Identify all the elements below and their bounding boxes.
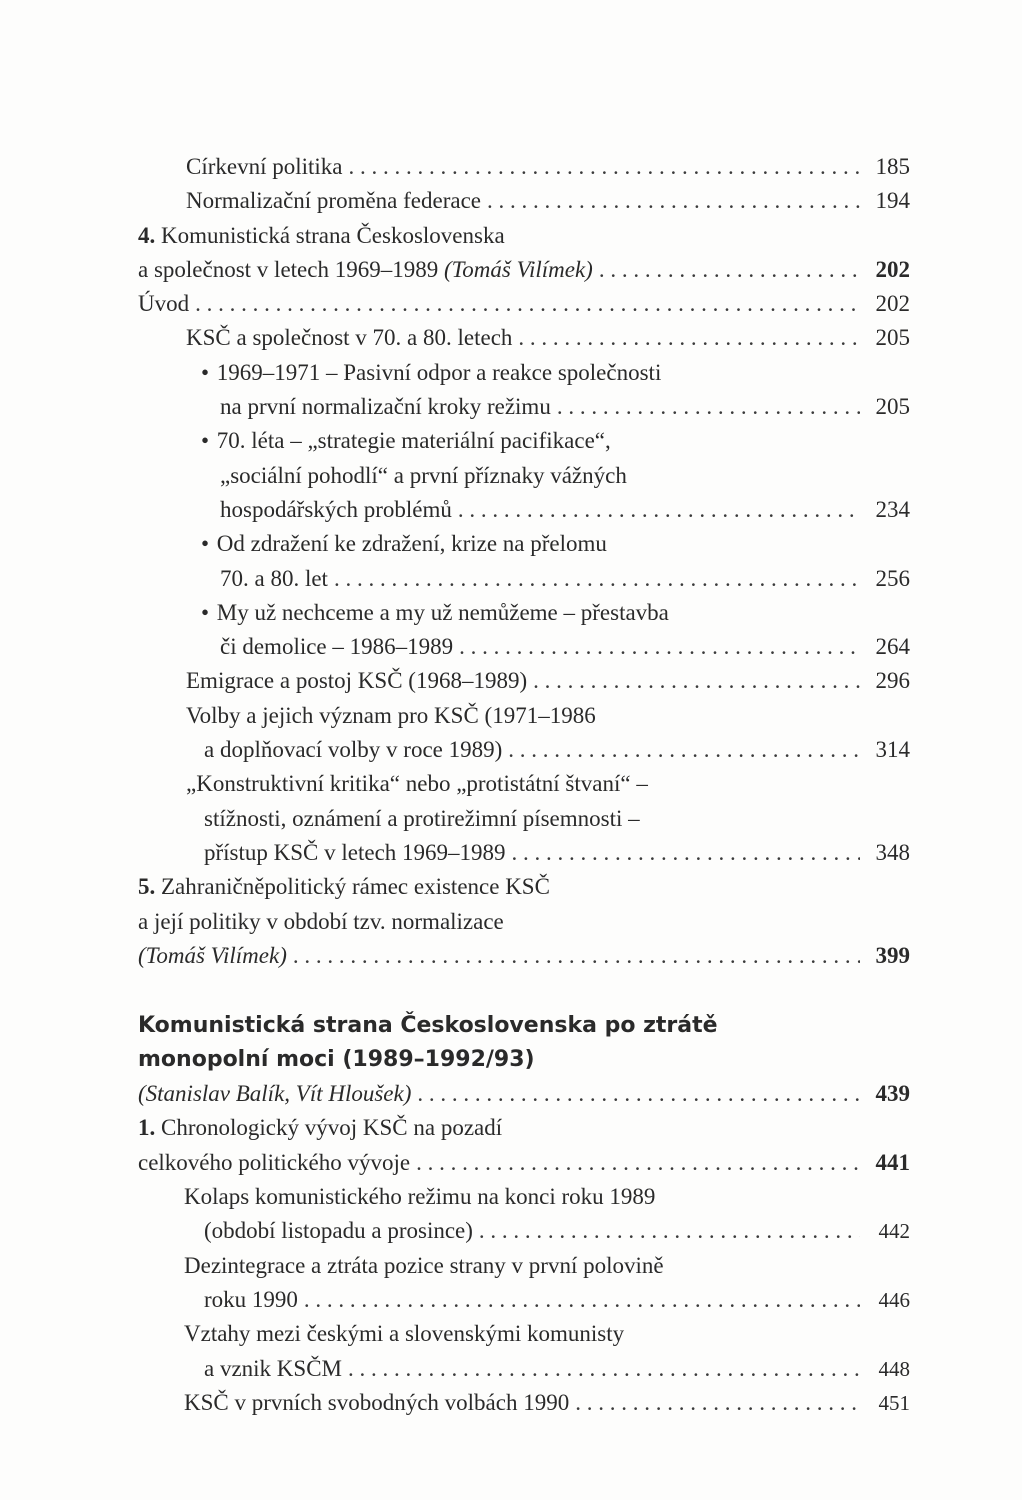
toc-entry-line [138,1249,910,1283]
toc-entry-title [204,836,506,870]
toc-entry[interactable] [138,150,910,184]
toc-entry-text: 70. léta – „strategie materiální pacifikace“, [216,428,611,454]
dot-leader [599,253,860,287]
toc-entry-text: Úvod [138,291,190,317]
toc-entry-text: Církevní politika [186,154,343,179]
toc-entry[interactable] [138,1249,910,1318]
toc-entry-text: Volby a jejich význam pro KSČ (1971–1986 [186,702,596,728]
dot-leader [575,1386,860,1420]
toc-entry-text: Od zdražení ke zdražení, krize na přelomu [216,531,607,557]
toc-entry-row[interactable] [138,733,910,767]
toc-entry-title [220,390,551,424]
toc-entry-row[interactable] [138,1214,910,1248]
toc-entry-text: na první normalizační kroky režimu [220,394,551,420]
toc-entry-text: a společnost v letech 1969–1989 [138,256,444,282]
page-number: 205 [875,325,910,351]
toc-entry-text: Emigrace a postoj KSČ (1968–1989) [186,668,528,694]
toc-entry[interactable] [138,699,910,768]
toc-entry[interactable] [138,184,910,218]
toc-entry-line [138,424,910,458]
dot-leader [195,287,860,321]
dot-leader [304,1283,860,1317]
toc-entry-row[interactable] [138,184,910,218]
toc-entry[interactable] [138,1386,910,1420]
toc-entry-title [220,493,452,527]
chapter-number: 1. [138,1115,156,1141]
toc-entry-title [186,184,481,218]
dot-leader [479,1214,860,1248]
chapter-number: 5. [138,874,156,900]
dot-leader [458,493,860,527]
toc-entry-text: Vztahy mezi českými a slovenskými komunisty [184,1321,625,1347]
page-number: 446 [878,1287,910,1312]
toc-entry-title [204,1214,473,1248]
toc-entry-line [138,356,910,390]
toc-entry-row[interactable] [138,630,910,664]
toc-entry-row[interactable] [138,321,910,355]
page-number: 194 [875,188,910,214]
page-number: 256 [875,565,910,591]
toc-entry-title [186,664,527,698]
toc-entry[interactable] [138,527,910,596]
author-names: (Stanislav Balík, Vít Hloušek) [138,1081,412,1107]
toc-entry-text: 1969–1971 – Pasivní odpor a reakce společnosti [216,359,662,385]
toc-entry-row[interactable] [138,664,910,698]
dot-leader [293,939,860,973]
bullet-icon: • [201,531,210,557]
bullet-icon: • [201,599,210,625]
dot-leader [512,836,860,870]
toc-entry[interactable] [138,356,910,425]
toc-entry-row[interactable] [138,836,910,870]
page-number: 439 [875,1081,910,1107]
toc-entry-text: „sociální pohodlí“ a první příznaky vážných [220,462,627,488]
toc-entry-line [138,905,910,939]
page-number: 442 [878,1219,910,1244]
page-number: 202 [875,256,910,282]
toc-entry-title [186,150,343,184]
toc-entry-row[interactable] [138,253,910,287]
toc-entry-text: Komunistická strana Československa [161,222,505,248]
toc-entry-text: Kolaps komunistického režimu na konci roku 1989 [184,1184,656,1210]
toc-entry-line [138,1317,910,1351]
toc-entry[interactable] [138,870,910,973]
page-number: 202 [875,291,910,317]
page-number: 441 [875,1149,910,1175]
bullet-icon: • [201,428,210,454]
toc-entry[interactable] [138,1317,910,1386]
toc-entry-row[interactable] [138,390,910,424]
page-number: 348 [875,839,910,865]
toc-entry-text: Zahraničněpolitický rámec existence KSČ [161,874,550,900]
toc-entry-text: (období listopadu a prosince) [204,1218,473,1244]
dot-leader [348,1352,860,1386]
toc-entry[interactable] [138,664,910,698]
toc-entry-title [220,630,453,664]
toc-entry-title [186,321,512,355]
toc-entry-line [138,596,910,630]
toc-entry-text: My už nechceme a my už nemůžeme – přestavba [216,599,669,625]
toc-entry[interactable] [138,1111,910,1180]
dot-leader [518,321,860,355]
bullet-icon: • [201,359,210,385]
toc-entry-line [138,767,910,801]
section-title-line: Komunistická strana Československa po ztrátě [138,1013,718,1039]
toc-entry-text: roku 1990 [204,1286,298,1312]
toc-entry[interactable] [138,1180,910,1249]
toc-entry[interactable] [138,321,910,355]
toc-entry-line [138,870,910,904]
dot-leader [487,184,860,218]
author-names: (Tomáš Vilímek) [138,942,287,968]
toc-entry-row[interactable] [138,562,910,596]
toc-entry-line [138,1111,910,1145]
toc-entry-row[interactable] [138,150,910,184]
toc-entry-title [138,939,287,973]
page-number: 185 [875,154,910,179]
chapter-number: 4. [138,222,156,248]
toc-entry-title [220,562,328,596]
page-number: 451 [878,1390,910,1415]
toc-entry-line [138,699,910,733]
page-number: 399 [875,942,910,968]
toc-entry-text: 70. a 80. let [220,565,328,591]
toc-entry-text: stížnosti, oznámení a protirežimní písemnosti – [204,805,640,831]
toc-entry-row[interactable] [138,1146,910,1180]
toc-entry-line [138,1180,910,1214]
toc-entry-row[interactable] [138,1283,910,1317]
toc-entry-title [204,1352,342,1386]
toc-entry-text: a vznik KSČM [204,1355,342,1381]
toc-entry-row[interactable] [138,1077,910,1111]
toc-entry-row[interactable] [138,493,910,527]
toc-entry-line [138,527,910,561]
dot-leader [416,1146,860,1180]
toc-entry-title [138,253,593,287]
toc-entry-row[interactable] [138,1386,910,1420]
section-title-line: monopolní moci (1989–1992/93) [138,1047,535,1073]
toc-entry-title [184,1386,569,1420]
toc-entry-line [138,219,910,253]
dot-leader [508,733,860,767]
toc-entry-text: Chronologický vývoj KSČ na pozadí [161,1115,503,1141]
dot-leader [417,1077,860,1111]
section-spacer [138,973,910,1009]
toc-entry[interactable] [138,424,910,527]
toc-entry[interactable] [138,219,910,288]
toc-entry-text: a doplňovací volby v roce 1989) [204,737,503,763]
toc-entry[interactable] [138,767,910,870]
toc-entry-text: hospodářských problémů [220,496,452,522]
toc-entry-text: přístup KSČ v letech 1969–1989 [204,839,506,865]
toc-entry[interactable] [138,596,910,665]
toc-entry-line [138,459,910,493]
page-number: 296 [875,668,910,694]
toc-entry-text: Normalizační proměna federace [186,188,481,214]
toc-entry-title [204,1283,298,1317]
toc-entry-text: KSČ a společnost v 70. a 80. letech [186,325,513,351]
toc-entry-text: KSČ v prvních svobodných volbách 1990 [184,1389,570,1415]
dot-leader [459,630,860,664]
toc-entry-row[interactable] [138,287,910,321]
toc-entry[interactable] [138,1077,910,1111]
page-number: 234 [875,496,910,522]
toc-entry-title [204,733,502,767]
page-number: 314 [875,737,910,763]
toc-entry-text: či demolice – 1986–1989 [220,634,454,660]
toc-entry-title [138,1146,410,1180]
dot-leader [334,562,860,596]
dot-leader [533,664,860,698]
page-number: 205 [875,394,910,420]
toc-entry-text: „Konstruktivní kritika“ nebo „protistátní štvaní“ – [186,771,648,797]
table-of-contents [138,150,910,1420]
dot-leader [557,390,860,424]
dot-leader [349,150,860,184]
toc-entry-title [138,1077,411,1111]
author-names: (Tomáš Vilímek) [443,256,593,282]
toc-entry[interactable] [138,287,910,321]
toc-entry-text: a její politiky v období tzv. normalizace [138,908,504,934]
toc-entry-row[interactable] [138,939,910,973]
toc-entry-text: celkového politického vývoje [138,1149,411,1175]
page-number: 264 [875,634,910,660]
toc-entry-line [138,802,910,836]
toc-entry-title [138,287,189,321]
toc-entry-row[interactable] [138,1352,910,1386]
toc-entry-text: Dezintegrace a ztráta pozice strany v první polovině [184,1252,664,1278]
page-number: 448 [878,1356,910,1381]
